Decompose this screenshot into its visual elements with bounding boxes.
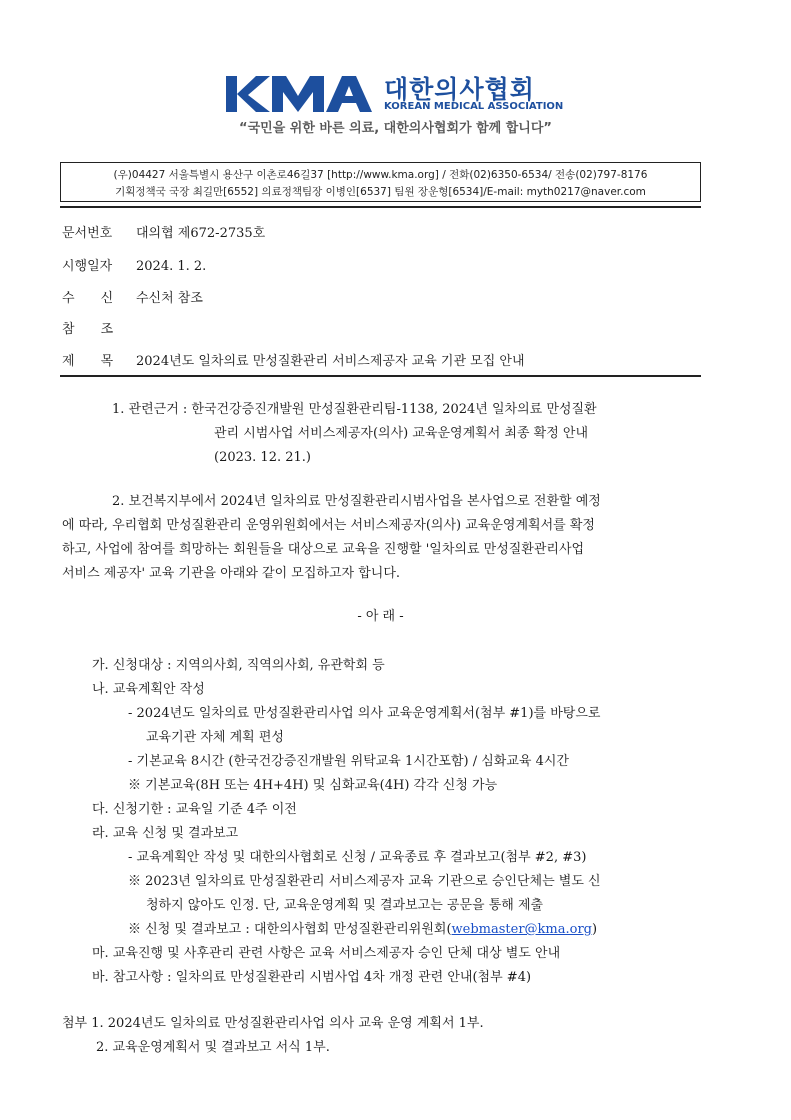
subject-value: 2024년도 일차의료 만성질환관리 서비스제공자 교육 기관 모집 안내 (136, 354, 525, 369)
meta-divider (60, 375, 701, 377)
paragraph-2-line-4: 서비스 제공자' 교육 기관을 아래와 같이 모집하고자 합니다. (62, 566, 401, 581)
item-ra-sub-2b: 청하지 않아도 인정. 단, 교육운영계획 및 결과보고는 공문을 통해 제출 (146, 898, 544, 913)
paragraph-1-line-1: 1. 관련근거 : 한국건강증진개발원 만성질환관리팀-1138, 2024년 일차의료 만성질환 (112, 402, 597, 417)
paragraph-1-line-3: (2023. 12. 21.) (214, 450, 311, 465)
recipient-row (62, 287, 203, 306)
item-ba: 바. 참고사항 : 일차의료 만성질환관리 시범사업 4차 개정 관련 안내(첨부 #4) (92, 970, 532, 985)
item-ra-sub-3-close: ) (592, 922, 598, 937)
org-name-korean: 대한의사협회 (384, 75, 535, 104)
item-ra-sub-3-text: ※ 신청 및 결과보고 : 대한의사협회 만성질환관리위원회( (128, 922, 452, 937)
org-name-english: KOREAN MEDICAL ASSOCIATION (384, 101, 564, 112)
paragraph-2-line-1: 2. 보건복지부에서 2024년 일차의료 만성질환관리시범사업을 본사업으로 전환할 예정 (112, 494, 601, 509)
item-ra-sub-3 (128, 918, 597, 942)
contact-line-address: (우)04427 서울특별시 용산구 이촌로46길37 [http://www.kma.org] / 전화(02)6350-6534/ 전송(02)797-8176 (113, 169, 648, 181)
recipient-value: 수신처 참조 (136, 291, 203, 306)
recipient-label-1: 수 (62, 291, 75, 306)
reference-row (62, 318, 136, 337)
subject-label-2: 목 (100, 354, 114, 369)
item-ra-sub-1: - 교육계획안 작성 및 대한의사협회로 신청 / 교육종료 후 결과보고(첨부 #2, #3) (128, 850, 587, 865)
item-na: 나. 교육계획안 작성 (92, 682, 205, 697)
paragraph-2-line-3: 하고, 사업에 참여를 희망하는 회원들을 대상으로 교육을 진행할 '일차의료 만성질환관리사업 (62, 542, 585, 557)
paragraph-1-line-2: 관리 시범사업 서비스제공자(의사) 교육운영계획서 최종 확정 안내 (214, 426, 589, 441)
slogan: “국민을 위한 바른 의료, 대한의사협회가 함께 합니다” (239, 121, 552, 136)
attachment-1: 첨부 1. 2024년도 일차의료 만성질환관리사업 의사 교육 운영 계획서 1부. (62, 1016, 484, 1031)
reference-label-2: 조 (100, 322, 114, 337)
section-title: - 아 래 - (357, 609, 404, 624)
subject-row (62, 350, 525, 369)
webmaster-email-link[interactable]: webmaster@kma.org (451, 922, 593, 937)
date-row (62, 255, 206, 274)
subject-label-1: 제 (62, 354, 75, 369)
item-na-sub-1b: 교육기관 자체 계획 편성 (146, 730, 284, 745)
kma-logo (226, 74, 376, 116)
attachment-2: 2. 교육운영계획서 및 결과보고 서식 1부. (96, 1040, 330, 1055)
contact-box (60, 162, 701, 202)
contact-line-staff: 기획정책국 국장 최길만[6552] 의료정책팀장 이병인[6537] 팀원 장운형[6534]/E-mail: myth0217@naver.com (115, 186, 646, 198)
header-divider (60, 206, 701, 208)
item-ra-sub-2a: ※ 2023년 일차의료 만성질환관리 서비스제공자 교육 기관으로 승인단체는 별도 신 (128, 874, 601, 889)
item-na-sub-1a: - 2024년도 일차의료 만성질환관리사업 의사 교육운영계획서(첨부 #1)를 바탕으로 (128, 706, 601, 721)
paragraph-2-line-2: 에 따라, 우리협회 만성질환관리 운영위원회에서는 서비스제공자(의사) 교육운영계획서를 확정 (62, 518, 595, 533)
item-ra: 라. 교육 신청 및 결과보고 (92, 826, 239, 841)
doc-number-row (62, 222, 265, 241)
item-ga: 가. 신청대상 : 지역의사회, 직역의사회, 유관학회 등 (92, 658, 385, 673)
reference-label-1: 참 (62, 322, 75, 337)
doc-number-label: 문서번호 (62, 226, 113, 241)
item-na-sub-2: - 기본교육 8시간 (한국건강증진개발원 위탁교육 1시간포함) / 심화교육 4시간 (128, 754, 569, 769)
doc-number: 대의협 제672-2735호 (136, 226, 266, 241)
date-value: 2024. 1. 2. (136, 259, 207, 274)
item-da: 다. 신청기한 : 교육일 기준 4주 이전 (92, 802, 297, 817)
date-label: 시행일자 (62, 259, 113, 274)
recipient-label-2: 신 (100, 291, 114, 306)
item-ma: 마. 교육진행 및 사후관리 관련 사항은 교육 서비스제공자 승인 단체 대상 별도 안내 (92, 946, 561, 961)
item-na-sub-3: ※ 기본교육(8H 또는 4H+4H) 및 심화교육(4H) 각각 신청 가능 (128, 778, 498, 793)
